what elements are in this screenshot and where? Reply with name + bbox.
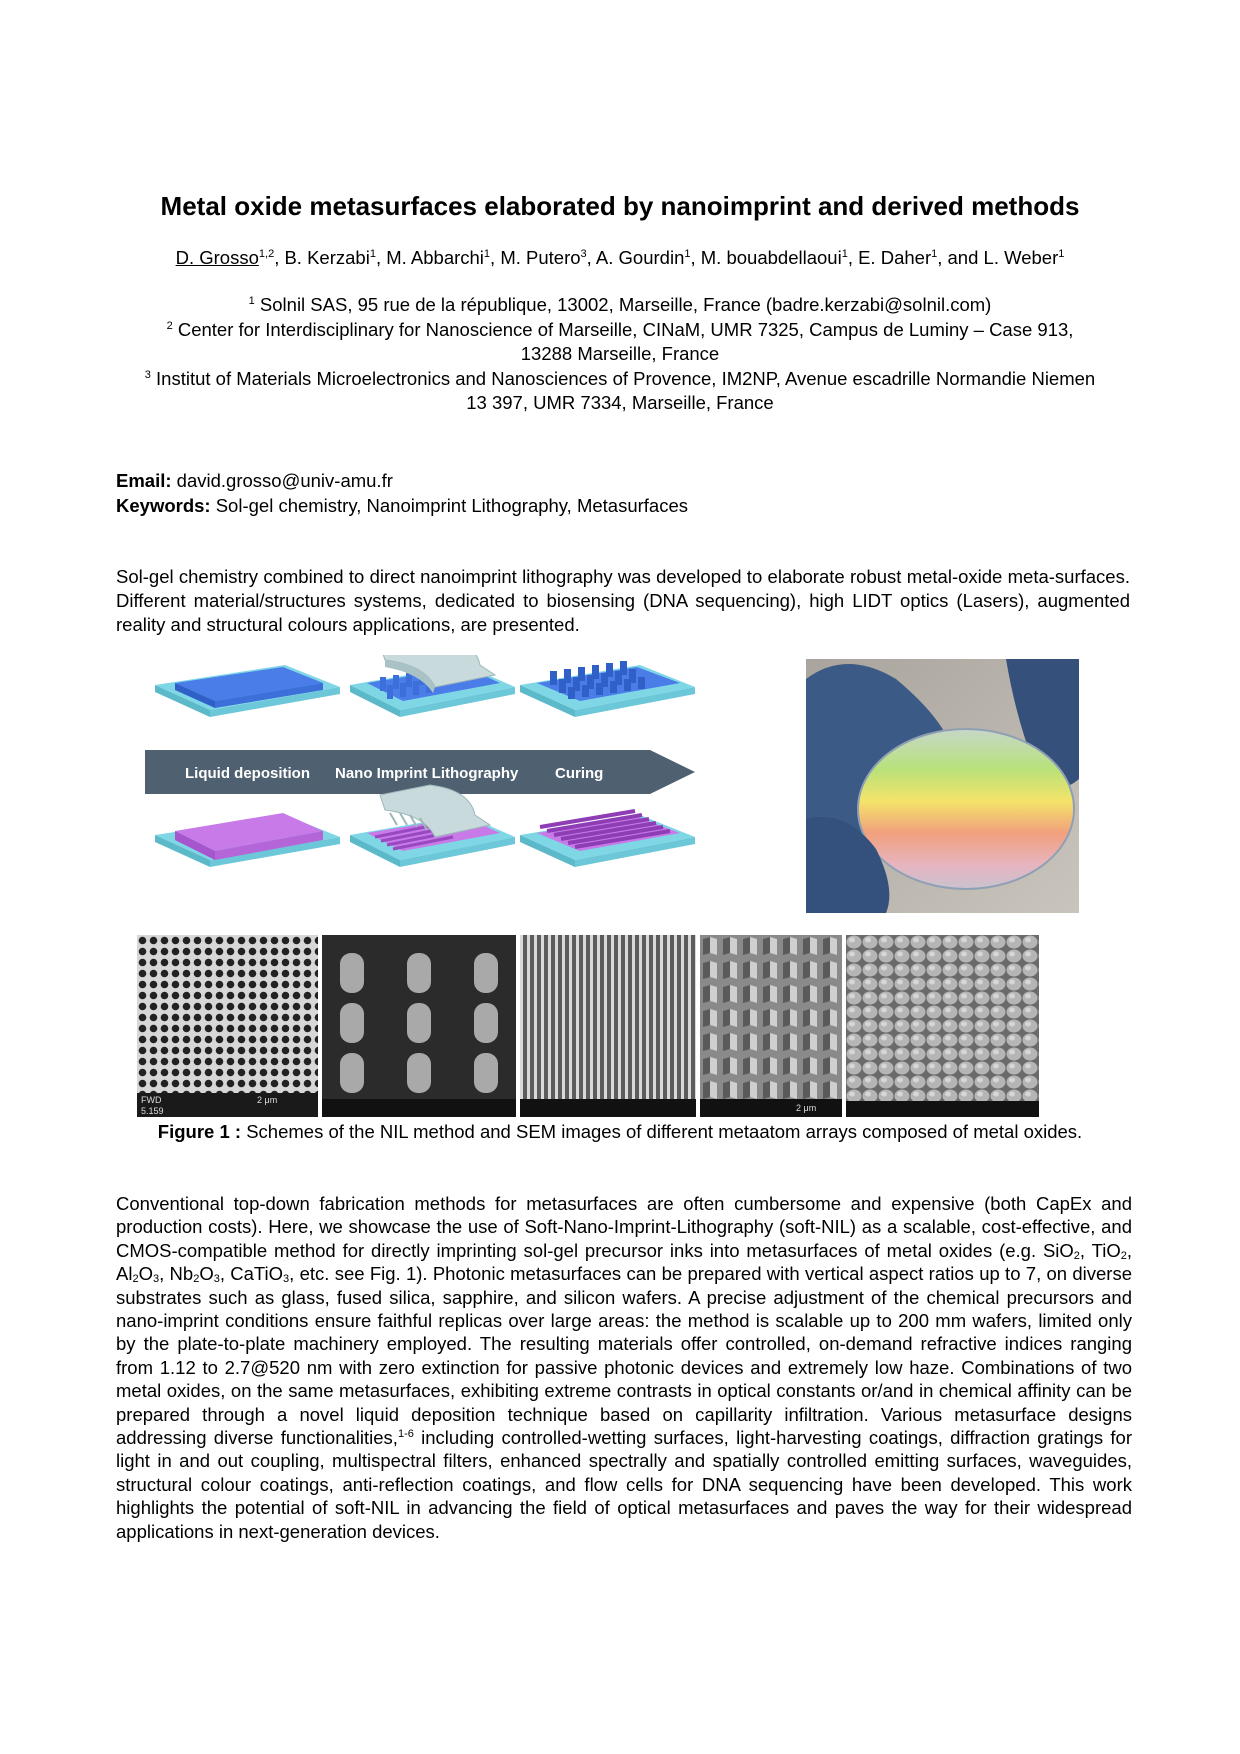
abstract: Sol-gel chemistry combined to direct nanoimprint lithography was developed to elaborate robust metal-oxide meta-surfaces. Different material/structures systems, dedicated to biosensing (DNA sequencing), high LIDT optics (Lasers), augmented reality and structural colours applications, are presented. — [116, 566, 1130, 635]
svg-text:2 μm: 2 μm — [257, 1095, 278, 1105]
arrow-label-curing: Curing — [555, 765, 604, 782]
nil-stamp-purple — [350, 785, 515, 867]
email-link[interactable]: david.grosso@univ-amu.fr — [176, 470, 393, 491]
nil-process-schematic — [135, 655, 795, 895]
keywords: Sol-gel chemistry, Nanoimprint Lithography, Metasurfaces — [215, 495, 689, 516]
email-line: Email: david.grosso@univ-amu.fr — [116, 470, 393, 491]
arrow-label-liquid-deposition: Liquid deposition — [185, 765, 310, 782]
author: M. Abbarchi$^1$, — [386, 247, 501, 268]
sem-hole-array — [137, 935, 318, 1117]
author: D. Grosso$^{1,2}$, — [175, 247, 285, 268]
figure-caption-text: Schemes of the NIL method and SEM images of different metaatom arrays composed of metal oxides. — [246, 1121, 1083, 1142]
sem-pillar-array — [322, 935, 516, 1117]
sem-tilted-array — [700, 935, 842, 1117]
sem-dome-array — [846, 935, 1039, 1117]
cured-array-blue — [520, 661, 695, 717]
paper-meta — [116, 468, 688, 518]
svg-text:5.159: 5.159 — [141, 1106, 164, 1116]
svg-text:2 μm: 2 μm — [796, 1103, 817, 1113]
liquid-deposition-blue — [155, 665, 340, 717]
paper-title: Metal oxide metasurfaces elaborated by nanoimprint and derived methods — [160, 191, 1080, 221]
nil-stamp-blue — [350, 655, 515, 717]
figure-caption — [140, 1120, 1100, 1144]
body-paragraph: Conventional top-down fabrication methods for metasurfaces are often cumbersome and expensive (both CapEx and production costs). Here, we showcase the use of Soft-Nano-Imprint-Lithography (soft-NIL) as a scalable, cost-effective, and CMOS-compatible method for directly imprinting sol-gel precursor inks into metasurfaces of metal oxides (e.g. SiO$_2$, TiO$_2$, $Al_2O_3$, $Nb_2O_3$, CaTiO$_3$, etc. see Fig. 1). Photonic metasurfaces can be prepared with vertical aspect ratios up to 7, on diverse substrates such as glass, fused silica, sapphire, and silicon wafers. A precise adjustment of the chemical precursors and nano-imprint conditions ensure faithful replicas over large areas: the method is scalable up to 200 mm wafers, limited only by the plate-to-plate machinery employed. The resulting materials offer controlled, on-demand refractive indices ranging from 1.12 to 2.7@520 nm with zero extinction for passive photonic devices and extremely low haze. Combinations of two metal oxides, on the same metasurfaces, exhibiting extreme contrasts in optical constants or/and in chemical affinity can be prepared through a novel liquid deposition technique based on capillarity infiltration. Various metasurface designs addressing diverse functionalities,$^{1-6}$ including controlled-wetting surfaces, light-harvesting coatings, diffraction gratings for light in and out coupling, multispectral filters, enhanced spectrally and spatially controlled emitting surfaces, waveguides, structural colour coatings, anti-reflection coatings, and flow cells for DNA sequencing have been developed. This work highlights the potential of soft-NIL in advancing the field of optical metasurfaces and paves the way for their widespread applications in next-generation devices. — [116, 1193, 1133, 1542]
author: A. Gourdin$^1$, — [595, 247, 701, 268]
author: B. Kerzabi$^1$, — [284, 247, 387, 268]
author: L. Weber$^1$ — [983, 247, 1065, 268]
keywords-line: Keywords: Sol-gel chemistry, Nanoimprint Lithography, Metasurfaces — [116, 495, 689, 516]
affiliations — [140, 293, 1100, 416]
figure-label: Figure 1 : — [157, 1121, 242, 1142]
wafer-photo — [806, 659, 1079, 913]
sem-line-grating — [520, 935, 696, 1117]
author: M. Putero$^3$, — [500, 247, 596, 268]
wafer — [858, 729, 1074, 889]
author-name: D. Grosso — [175, 247, 259, 268]
author-list — [100, 245, 1140, 271]
author: E. Daher$^1$, and — [858, 247, 984, 268]
liquid-deposition-purple — [155, 813, 340, 867]
reference-citation[interactable]: 1-6 — [397, 1428, 414, 1441]
affiliation: $^1$ Solnil SAS, 95 rue de la république, 13002, Marseille, France (badre.kerzabi@solnil.com) — [248, 294, 992, 315]
cured-grating-purple — [520, 811, 695, 867]
affiliation: $^3$ Institut of Materials Microelectronics and Nanosciences of Provence, IM2NP, Avenue escadrille Normandie Niemen 13 397, UMR 7334, Marseille, France — [144, 367, 1096, 413]
affiliation: $^2$ Center for Interdisciplinary for Nanoscience of Marseille, CINaM, UMR 7325, Campus de Luminy – Case 913, 13288 Marseille, France — [166, 318, 1074, 364]
arrow-label-nil: Nano Imprint Lithography — [335, 765, 519, 782]
author: M. bouabdellaoui$^1$, — [700, 247, 859, 268]
svg-text:FWD: FWD — [141, 1095, 162, 1105]
